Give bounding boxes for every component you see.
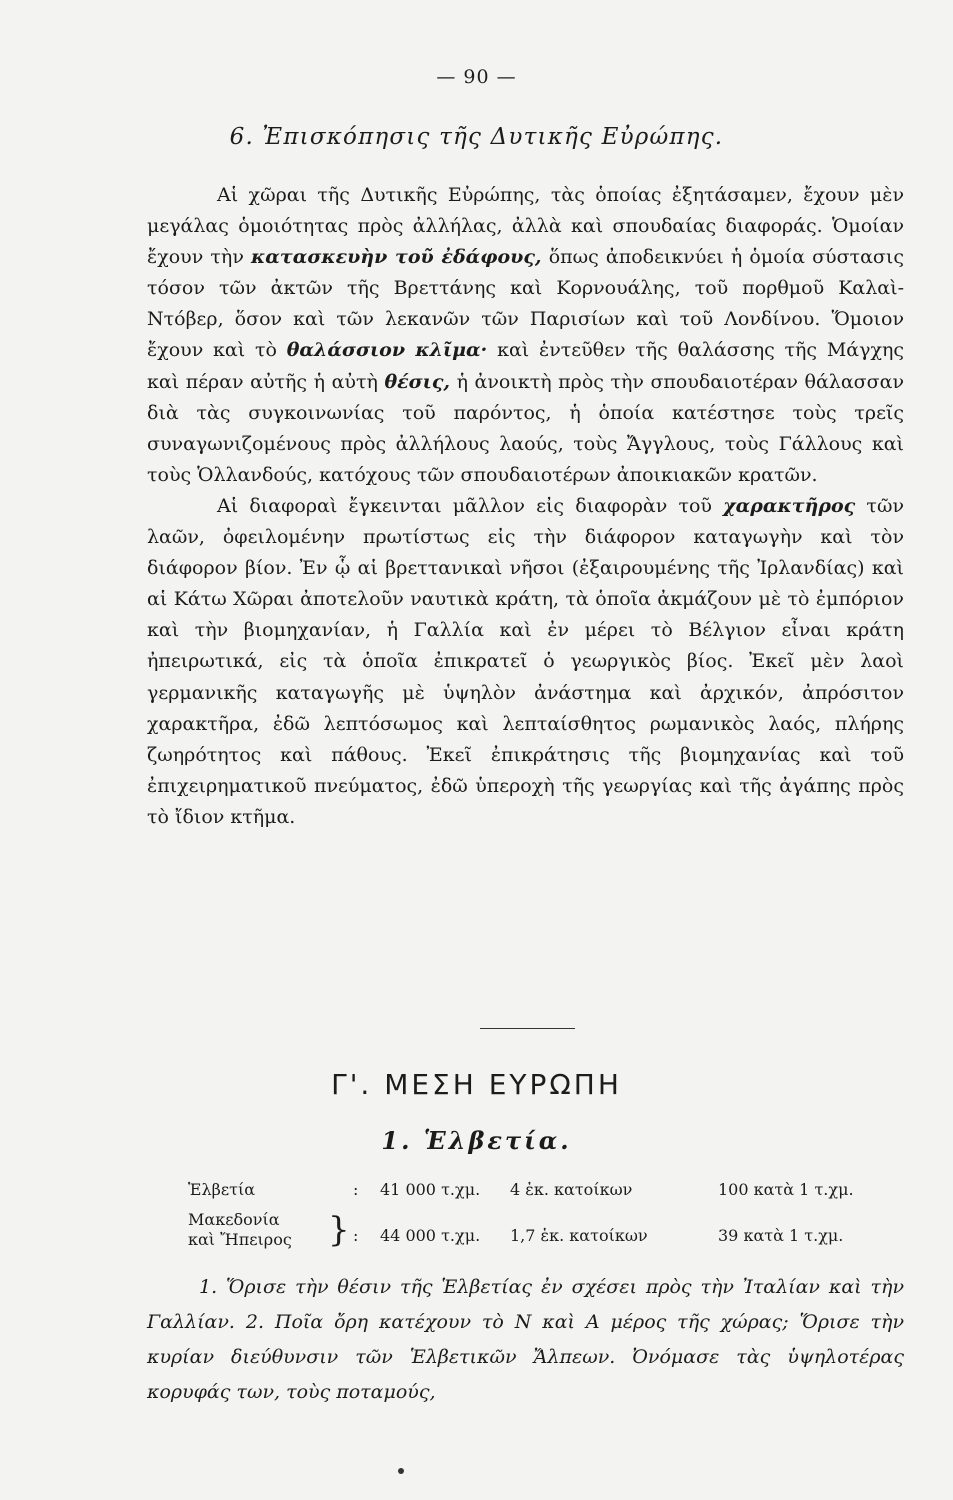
density-value: 39 κατὰ 1 τ.χμ. xyxy=(718,1226,844,1245)
country-name-line: καὶ Ἤπειρος xyxy=(188,1230,292,1249)
brace-glyph: } xyxy=(328,1210,350,1250)
divider-rule xyxy=(480,1028,575,1029)
colon: : xyxy=(353,1226,359,1245)
page-number: — 90 — xyxy=(436,66,517,88)
emphasis-term: θαλάσσιον κλῖμα· xyxy=(286,339,488,362)
emphasis-term: κατασκευὴν τοῦ ἐδάφους, xyxy=(251,246,542,269)
exercises-text xyxy=(147,1270,904,1410)
text-run: τῶν λαῶν, ὀφειλομένην πρωτίστως εἰς τὴν διάφορον καταγωγὴν καὶ τὸν διάφορον βίον. Ἐν ᾧ αἱ βρεττανικαὶ νῆσοι (ἐξαιρουμένης τῆς Ἰρλανδίας) καὶ αἱ Κάτω Χῶραι ἀποτελοῦν ναυτικὰ κράτη, τὰ ὁποῖα ἀκμάζουν μὲ τὸ ἐμπόριον καὶ τὴν βιομηχανίαν, ἡ Γαλλία καὶ ἐν μέρει τὸ Βέλγιον εἶναι κράτη ἠπειρωτικά, εἰς τὰ ὁποῖα ἐπικρατεῖ ὁ γεωργικὸς βίος. Ἐκεῖ μὲν λαοὶ γερμανικῆς καταγωγῆς μὲ ὑψηλὸν ἀνάστημα καὶ ἀρχικόν, ἀπρόσιτον χαρακτῆρα, ἐδῶ λεπτόσωμος καὶ λεπταίσθητος ρωμανικὸς λαός, πλήρης ζωηρότητος καὶ πάθους. Ἐκεῖ ἐπικράτησις τῆς βιομηχανίας καὶ τοῦ ἐπιχειρηματικοῦ πνεύματος, ἐδῶ ὑπεροχὴ τῆς γεωργίας καὶ τῆς ἀγάπης πρὸς τὸ ἴδιον κτῆμα. xyxy=(147,494,904,828)
population-value: 4 ἑκ. κατοίκων xyxy=(510,1180,633,1199)
emphasis-term: χαρακτῆρος xyxy=(723,494,856,517)
area-value: 44 000 τ.χμ. xyxy=(380,1226,481,1245)
exercise-paragraph: 1. Ὅρισε τὴν θέσιν τῆς Ἑλβετίας ἐν σχέσει πρὸς τὴν Ἰταλίαν καὶ τὴν Γαλλίαν. 2. Ποῖα ὄρη κατέχουν τὸ Ν καὶ Α μέρος τῆς χώρας; Ὅρισε τὴν κυρίαν διεύθυνσιν τῶν Ἑλβετικῶν Ἄλπεων. Ὀνόμασε τὰς ὑψηλοτέρας κορυφάς των, τοὺς ποταμούς, xyxy=(147,1276,904,1403)
print-dot xyxy=(398,1468,404,1474)
country-name-line: Μακεδονία xyxy=(188,1210,280,1229)
section-title: 6. Ἐπισκόπησις τῆς Δυτικῆς Εὐρώπης. xyxy=(229,124,724,150)
text-run: καὶ ἐντεῦθεν τῆς θαλάσσης τῆς Μάγχης καὶ πέραν αὐτῆς ἡ αὐτὴ xyxy=(147,339,905,393)
paragraph-2 xyxy=(147,491,904,833)
country-name: Ἑλβετία xyxy=(188,1180,256,1199)
body-text xyxy=(147,180,904,833)
emphasis-term: θέσις, xyxy=(384,370,451,393)
text-run: ὅπως ἀποδεικνύει ἡ ὁμοία σύστασις τόσον τῶν ἀκτῶν τῆς Βρεττάνης καὶ Κορνουάλης, τοῦ πορθμοῦ Καλαὶ-Ντόβερ, ὅσον καὶ τῶν λεκανῶν τῶν Παρισίων καὶ τοῦ Λονδίνου. Ὅμοιον ἔχουν καὶ τὸ xyxy=(147,246,904,362)
density-value: 100 κατὰ 1 τ.χμ. xyxy=(718,1180,854,1199)
statistics-table xyxy=(188,1180,908,1258)
area-value: 41 000 τ.χμ. xyxy=(380,1180,481,1199)
stat-row xyxy=(188,1212,908,1258)
paragraph-1 xyxy=(147,180,904,491)
chapter-title: Γ'. ΜΕΣΗ ΕΥΡΩΠΗ xyxy=(331,1068,622,1101)
text-run: Αἱ χῶραι τῆς Δυτικῆς Εὐρώπης, τὰς ὁποίας ἐξητάσαμεν, ἔχουν μὲν μεγάλας ὁμοιότητας πρὸς ἀλλήλας, ἀλλὰ καὶ σπουδαίας διαφοράς. Ὁμοίαν ἔχουν τὴν xyxy=(147,184,904,269)
text-run: ἡ ἀνοικτὴ πρὸς τὴν σπουδαιοτέραν θάλασσαν διὰ τὰς συγκοινωνίας τοῦ παρόντος, ἡ ὁποία κατέστησε τοὺς τρεῖς συναγωνιζομένους πρὸς ἀλλήλους λαούς, τοὺς Ἄγγλους, τοὺς Γάλλους καὶ τοὺς Ὁλλανδούς, κατόχους τῶν σπουδαιοτέρων ἀποικιακῶν κρατῶν. xyxy=(147,370,904,486)
population-value: 1,7 ἑκ. κατοίκων xyxy=(510,1226,648,1245)
sub-title: 1. Ἑλβετία. xyxy=(381,1126,572,1155)
text-run: Αἱ διαφοραὶ ἔγκεινται μᾶλλον εἰς διαφορὰν τοῦ xyxy=(217,494,724,517)
colon: : xyxy=(353,1180,359,1199)
stat-row xyxy=(188,1180,908,1212)
